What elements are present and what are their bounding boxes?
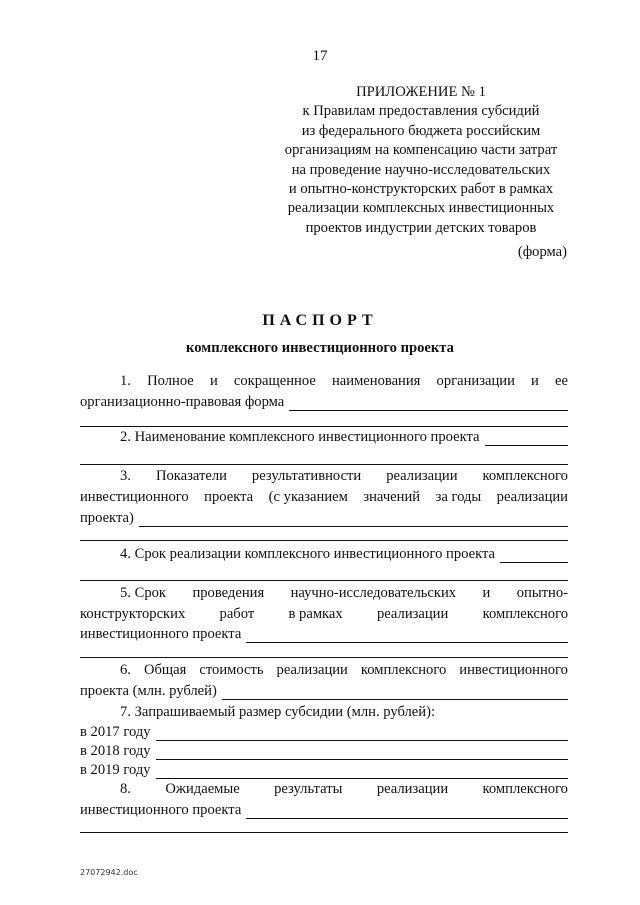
appendix-line: из федерального бюджета российским bbox=[301, 122, 541, 139]
word: инвестиционного bbox=[459, 662, 568, 678]
word: работ bbox=[219, 606, 255, 622]
file-name-footer: 27072942.doc bbox=[80, 868, 138, 877]
appendix-line: к Правилам предоставления субсидий bbox=[302, 103, 540, 120]
item-4-answer-field[interactable] bbox=[500, 550, 568, 563]
item-2-answer-field[interactable] bbox=[485, 433, 568, 446]
word: 5. Срок bbox=[120, 585, 167, 601]
word: научно-исследовательских bbox=[290, 585, 457, 601]
item-8-answer-line[interactable] bbox=[80, 832, 568, 833]
year-2019-field[interactable] bbox=[156, 766, 568, 779]
word: комплексного bbox=[360, 662, 447, 678]
item-5-line-2 bbox=[80, 606, 568, 623]
word: ее bbox=[555, 373, 568, 389]
appendix-line: проектов индустрии детских товаров bbox=[305, 219, 537, 236]
item-7-year-row bbox=[80, 743, 568, 760]
item-6-line-1 bbox=[120, 662, 568, 679]
item-2-answer-line[interactable] bbox=[80, 464, 568, 465]
item-7-label: 7. Запрашиваемый размер субсидии (млн. рублей): bbox=[120, 704, 435, 720]
appendix-heading: ПРИЛОЖЕНИЕ № 1 bbox=[356, 84, 486, 100]
item-8-label: инвестиционного проекта bbox=[80, 802, 242, 818]
item-3-line-3 bbox=[80, 510, 568, 527]
word: реализации bbox=[376, 606, 449, 622]
item-1-answer-line[interactable] bbox=[80, 426, 568, 427]
year-2017-field[interactable] bbox=[156, 728, 568, 741]
word: 3. bbox=[120, 468, 131, 484]
item-3-answer-line[interactable] bbox=[80, 540, 568, 541]
appendix-line: реализации комплексных инвестиционных bbox=[287, 200, 555, 217]
appendix-line: организациям на компенсацию части затрат bbox=[284, 142, 558, 159]
word: Ожидаемые bbox=[165, 781, 240, 797]
item-8-line-1 bbox=[120, 781, 568, 798]
word: комплексного bbox=[482, 468, 568, 484]
item-4-line bbox=[120, 546, 568, 563]
year-2018-field[interactable] bbox=[156, 747, 568, 760]
item-1-label: организационно-правовая форма bbox=[80, 394, 285, 410]
item-3-label: проекта) bbox=[80, 510, 134, 526]
word: 1. bbox=[120, 373, 131, 389]
page-number: 17 bbox=[312, 48, 328, 64]
form-label: (форма) bbox=[517, 244, 567, 260]
word: сокращенное bbox=[233, 373, 316, 389]
word: и bbox=[209, 373, 218, 389]
item-3-line-2 bbox=[80, 489, 568, 506]
item-2-label: 2. Наименование комплексного инвестиционного проекта bbox=[120, 429, 480, 445]
item-5-label: инвестиционного проекта bbox=[80, 626, 242, 642]
item-5-answer-field[interactable] bbox=[246, 630, 568, 643]
word: проекта bbox=[204, 489, 254, 505]
item-7-year-row bbox=[80, 762, 568, 779]
document-title: ПАСПОРТ bbox=[262, 312, 378, 329]
item-4-answer-line[interactable] bbox=[80, 580, 568, 581]
item-3-line-1 bbox=[120, 468, 568, 485]
item-6-line-2 bbox=[80, 683, 568, 700]
item-3-answer-field[interactable] bbox=[139, 514, 568, 527]
item-1-line-2 bbox=[80, 394, 568, 411]
word: за годы bbox=[435, 489, 482, 505]
word: опытно- bbox=[516, 585, 568, 601]
word: Полное bbox=[147, 373, 194, 389]
word: реализации bbox=[376, 781, 449, 797]
word: 6. bbox=[120, 662, 131, 678]
word: результативности bbox=[251, 468, 362, 484]
word: 8. bbox=[120, 781, 131, 797]
appendix-block bbox=[262, 83, 580, 238]
item-5-answer-line[interactable] bbox=[80, 657, 568, 658]
word: стоимость bbox=[199, 662, 264, 678]
item-7-year-row bbox=[80, 724, 568, 741]
word: Показатели bbox=[155, 468, 227, 484]
item-5-line-1 bbox=[120, 585, 568, 602]
word: Общая bbox=[143, 662, 187, 678]
item-2-line bbox=[120, 429, 568, 446]
item-4-label: 4. Срок реализации комплексного инвестиционного проекта bbox=[120, 546, 496, 562]
item-1-answer-field[interactable] bbox=[289, 398, 568, 411]
word: инвестиционного bbox=[80, 489, 189, 505]
word: организации bbox=[436, 373, 515, 389]
year-label: в 2019 году bbox=[80, 762, 151, 778]
word: реализации bbox=[386, 468, 458, 484]
item-5-line-3 bbox=[80, 626, 568, 643]
word: значений bbox=[363, 489, 421, 505]
year-label: в 2017 году bbox=[80, 724, 151, 740]
word: реализации bbox=[276, 662, 348, 678]
appendix-line: и опытно-конструкторских работ в рамках bbox=[288, 181, 554, 198]
word: и bbox=[482, 585, 491, 601]
item-8-answer-field[interactable] bbox=[246, 806, 568, 819]
word: конструкторских bbox=[80, 606, 186, 622]
word: комплексного bbox=[482, 606, 568, 622]
appendix-line: на проведение научно-исследовательских bbox=[291, 161, 551, 178]
word: комплексного bbox=[482, 781, 568, 797]
item-6-label: проекта (млн. рублей) bbox=[80, 683, 217, 699]
word: наименования bbox=[331, 373, 421, 389]
word: (с указанием bbox=[268, 489, 348, 505]
document-subtitle: комплексного инвестиционного проекта bbox=[186, 340, 454, 356]
year-label: в 2018 году bbox=[80, 743, 151, 759]
word: проведения bbox=[192, 585, 265, 601]
item-6-answer-field[interactable] bbox=[222, 687, 568, 700]
word: в рамках bbox=[288, 606, 343, 622]
word: результаты bbox=[274, 781, 343, 797]
item-8-line-2 bbox=[80, 802, 568, 819]
word: реализации bbox=[496, 489, 568, 505]
item-1-line-1 bbox=[120, 373, 568, 390]
word: и bbox=[531, 373, 539, 389]
